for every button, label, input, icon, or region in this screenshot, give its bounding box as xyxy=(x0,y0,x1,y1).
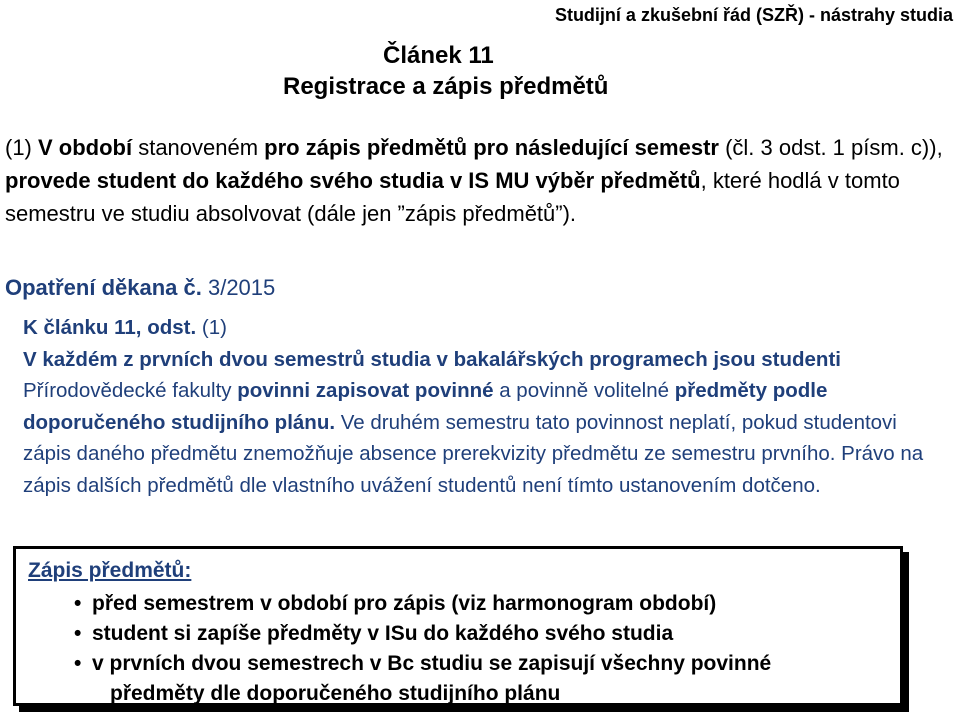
measure-body-2: Přírodovědecké fakulty xyxy=(23,379,238,402)
document-header: Studijní a zkušební řád (SZŘ) - nástrahy studia xyxy=(554,5,953,25)
para1-part1: (1) xyxy=(5,135,38,160)
paragraph-1 xyxy=(5,131,950,230)
measure-reference xyxy=(23,312,943,344)
para1-part6: provede student do každého svého studia v IS MU výběr předmětů xyxy=(5,168,701,193)
para1-part5: (čl. 3 odst. 1 písm. c)), xyxy=(718,135,943,160)
measure-body-6: Ve druhém semestru tato povinnost neplatí, pokud studentovi zápis daného předmětu znemožňuje absence prerekvizity předmětu ze semestru prvního. Právo na zápis dalších předmětů dle vlastního uvážení studentů není tímto ustanovením dotčeno. xyxy=(23,410,924,497)
article-heading xyxy=(283,40,608,102)
measure-body-4: a povinně volitelné xyxy=(493,379,675,402)
measure-body-5: předměty podle doporučeného studijního plánu. xyxy=(23,379,828,434)
list-item: • student si zapíše předměty v ISu do každého svého studia xyxy=(74,619,771,649)
measure-body-1: V každém z prvních dvou semestrů studia v bakalářských programech jsou studenti xyxy=(23,347,841,371)
para1-part4: pro zápis předmětů pro následující semestr xyxy=(264,135,719,160)
measure-ref-paragraph: (1) xyxy=(196,316,227,339)
article-number: Článek 11 xyxy=(383,42,494,69)
para1-part3: stanoveném xyxy=(132,135,265,160)
list-item-continuation-text: předměty dle doporučeného studijního plánu xyxy=(110,682,561,705)
measure-ref-article: K článku 11, odst. xyxy=(23,316,197,339)
summary-box-title: Zápis předmětů: xyxy=(28,559,192,582)
para1-part7: , které hodlá v tomto semestru ve studiu absolvovat (dále jen ”zápis předmětů”). xyxy=(5,168,900,226)
dean-measure-number: 3/2015 xyxy=(207,275,276,300)
para1-part2: V období xyxy=(38,135,133,160)
article-name: Registrace a zápis předmětů xyxy=(283,73,609,100)
list-item: • v prvních dvou semestrech v Bc studiu se zapisují všechny povinné xyxy=(74,649,771,679)
measure-body-3: povinni zapisovat povinné xyxy=(237,379,494,402)
dean-measure-label: Opatření děkana č. xyxy=(5,275,208,300)
measure-body xyxy=(23,344,943,502)
summary-box xyxy=(13,546,903,706)
list-item: • před semestrem v období pro zápis (viz harmonogram období) xyxy=(74,589,771,619)
summary-bullet-list xyxy=(74,589,771,709)
dean-measure-heading xyxy=(5,275,275,301)
list-item-continuation xyxy=(74,679,771,709)
measure-text xyxy=(23,312,943,501)
